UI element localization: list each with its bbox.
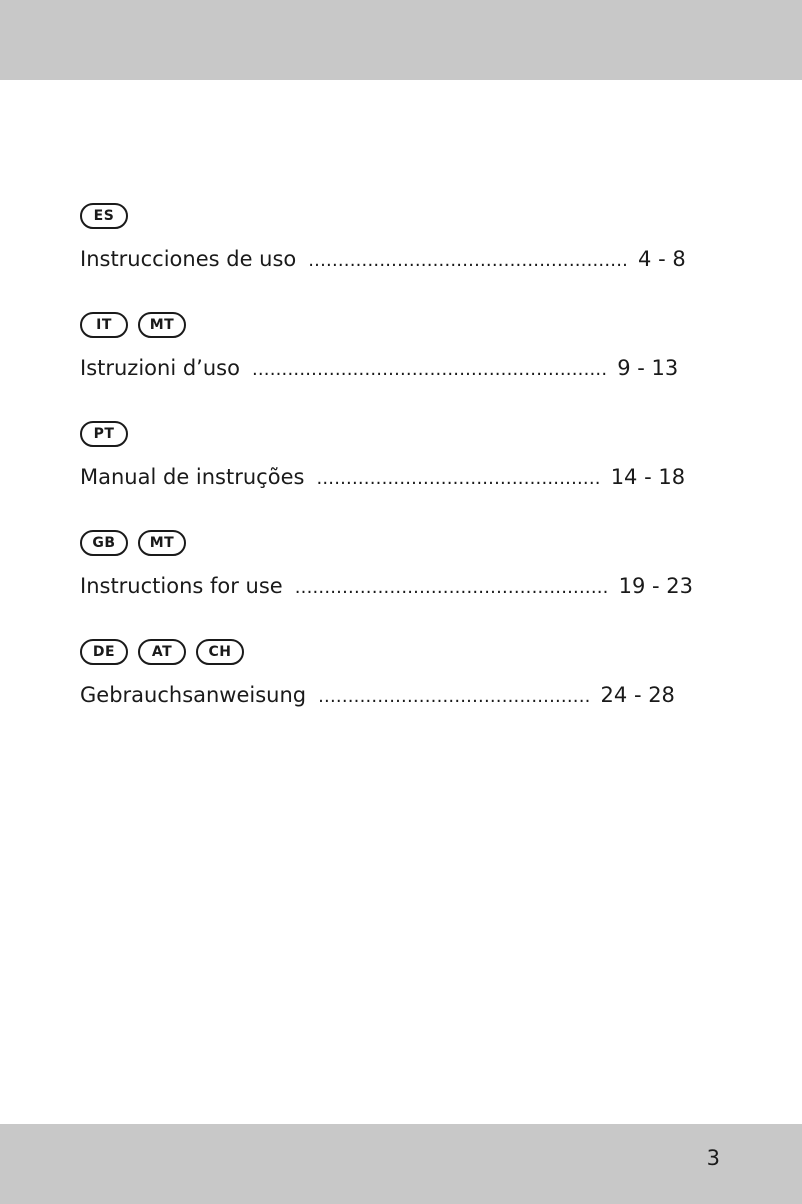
- language-badges: [80, 636, 730, 668]
- language-badge-at: AT: [138, 639, 186, 665]
- toc-leader-dots: ......................................................: [308, 250, 629, 271]
- toc-entry-es: [80, 200, 730, 309]
- toc-page-range: 4 - 8: [638, 247, 686, 271]
- toc-title: Manual de instruções: [80, 465, 305, 489]
- toc-leader-dots: ..............................................: [318, 686, 591, 707]
- toc-leader-dots: .....................................................: [294, 577, 609, 598]
- toc-page-range: 19 - 23: [618, 574, 693, 598]
- toc-leader-dots: ................................................: [316, 468, 601, 489]
- toc-title: Istruzioni d’uso: [80, 356, 240, 380]
- toc-leader-dots: ............................................................: [251, 359, 608, 380]
- toc-line[interactable]: [80, 354, 678, 384]
- language-badge-mt: MT: [138, 312, 186, 338]
- toc-page-range: 9 - 13: [617, 356, 679, 380]
- toc-entry-gb: [80, 527, 730, 636]
- language-badge-de: DE: [80, 639, 128, 665]
- toc-entry-pt: [80, 418, 730, 527]
- toc-line[interactable]: [80, 681, 675, 711]
- language-badge-es: ES: [80, 203, 128, 229]
- language-badges: [80, 527, 730, 559]
- toc-page-range: 14 - 18: [610, 465, 686, 489]
- toc-entry-it: [80, 309, 730, 418]
- language-badge-gb: GB: [80, 530, 128, 556]
- language-badges: [80, 418, 730, 450]
- language-badge-mt: MT: [138, 530, 186, 556]
- toc-line[interactable]: [80, 463, 685, 493]
- table-of-contents: [80, 200, 730, 745]
- toc-page-range: 24 - 28: [600, 683, 675, 707]
- language-badges: [80, 200, 730, 232]
- toc-line[interactable]: [80, 572, 693, 602]
- language-badge-ch: CH: [196, 639, 244, 665]
- toc-title: Gebrauchsanweisung: [80, 683, 307, 707]
- language-badge-pt: PT: [80, 421, 128, 447]
- toc-title: Instrucciones de uso: [80, 247, 297, 271]
- toc-entry-de: [80, 636, 730, 745]
- language-badges: [80, 309, 730, 341]
- toc-line[interactable]: [80, 245, 686, 275]
- page-number: 3: [706, 1146, 720, 1170]
- toc-title: Instructions for use: [80, 574, 283, 598]
- header-band: [0, 0, 802, 80]
- footer-band: [0, 1124, 802, 1204]
- language-badge-it: IT: [80, 312, 128, 338]
